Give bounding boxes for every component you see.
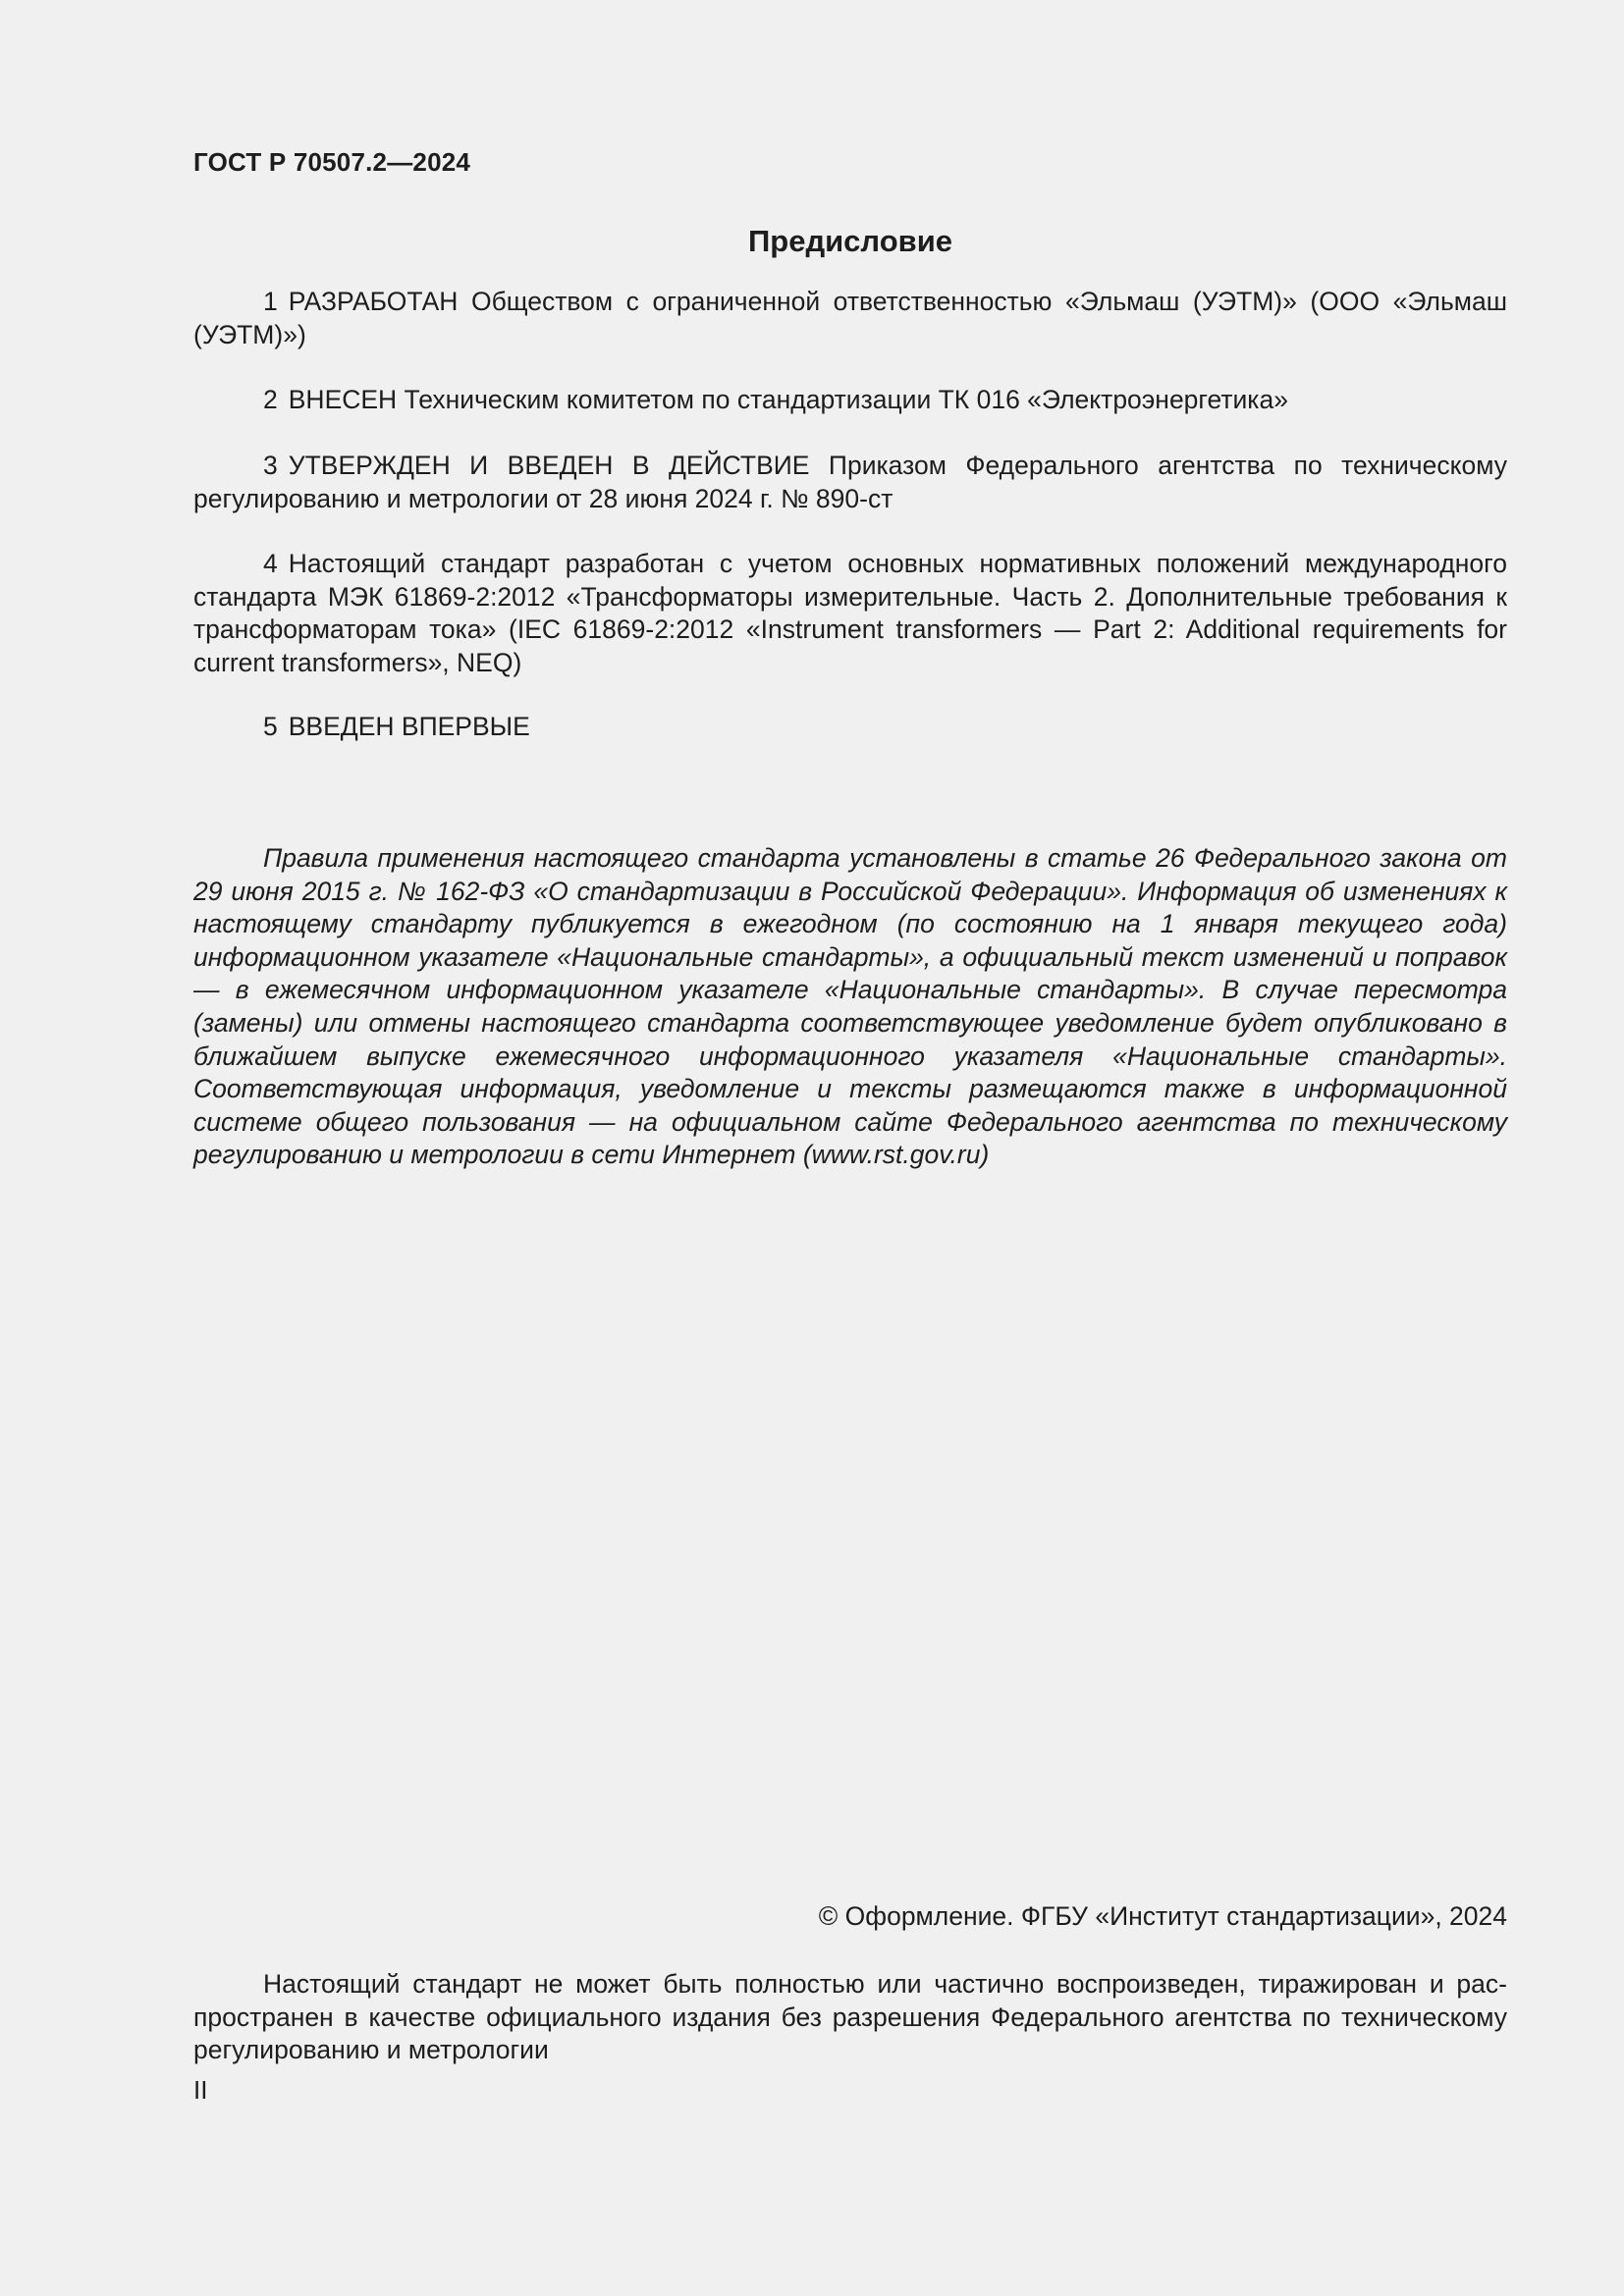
item-text: УТВЕРЖДЕН И ВВЕДЕН В ДЕЙСТВИЕ Приказом Федерального агентства по техническому регулированию и метрологии от 28 июня 2024 г. № 890-ст	[193, 451, 1507, 513]
reproduction-notice: Настоящий стандарт не может быть полностью или частично воспроизведен, тиражирован и распространен в качестве официального издания без разрешения Федерального агентства по техническому регулированию и метрологии	[193, 1969, 1507, 2064]
foreword-item-1	[193, 286, 1507, 351]
application-rules-notice: Правила применения настоящего стандарта установлены в статье 26 Федерального закона от 29 июня 2015 г. № 162-ФЗ «О стандартизации в Российской Федерации». Информация об изменениях к настоящему стандарту публикуется в ежегодном (по состоянию на 1 января текущего года) информационном указателе «Национальные стандарты», а официальный текст изменений и поправок — в ежемесячном информационном указателе «Национальные стандарты». В случае пересмотра (замены) или отмены настоящего стандарта соответствующее уведомление будет опубликовано в ближайшем выпуске ежемесячного информационного указателя «Национальные стандарты». Соответствующая информация, уведомление и тексты размещаются также в информационной системе общего пользования — на официальном сайте Федерального агентства по техническому регулированию и метрологии в сети Интернет (www.rst.gov.ru)	[193, 843, 1507, 1170]
item-text: ВНЕСЕН Техническим комитетом по стандартизации ТК 016 «Электроэнергетика»	[288, 385, 1288, 414]
foreword-item-3	[193, 450, 1507, 515]
item-text: РАЗРАБОТАН Обществом с ограниченной ответственностью «Эльмаш (УЭТМ)» (ООО «Эльмаш (УЭТМ)»)	[193, 287, 1507, 349]
document-page	[193, 0, 1507, 2296]
foreword-item-2	[193, 384, 1507, 417]
item-number: 3	[263, 451, 278, 480]
page-number: II	[193, 2075, 208, 2105]
item-number: 1	[263, 287, 278, 316]
section-heading: Предисловие	[747, 224, 952, 258]
item-text: ВВЕДЕН ВПЕРВЫЕ	[288, 712, 530, 741]
item-number: 4	[263, 549, 278, 578]
item-number: 2	[263, 385, 278, 414]
item-number: 5	[263, 712, 278, 741]
foreword-item-4	[193, 548, 1507, 679]
foreword-item-5	[193, 711, 1507, 744]
copyright-line: © Оформление. ФГБУ «Институт стандартизации», 2024	[818, 1901, 1507, 1931]
document-code: ГОСТ Р 70507.2—2024	[193, 147, 471, 177]
item-text: Настоящий стандарт разработан с учетом основных нормативных положений международного стандарта МЭК 61869-2:2012 «Трансформаторы измерительные. Часть 2. Дополнительные требования к трансформаторам тока» (IEC 61869-2:2012 «Instrument transformers — Part 2: Additional requirements for current transformers», NEQ)	[193, 549, 1507, 677]
